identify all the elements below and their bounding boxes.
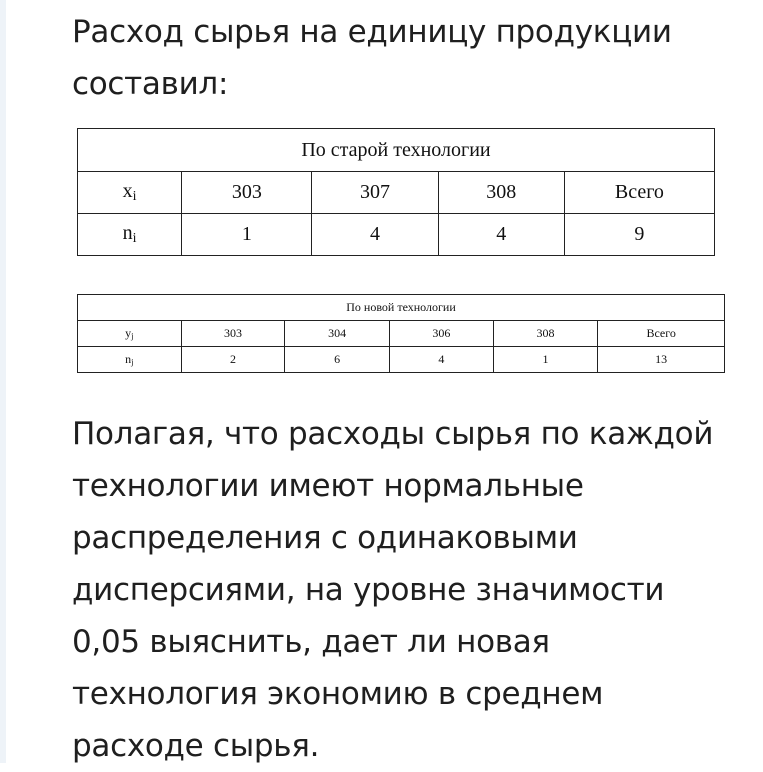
table-cell: 9: [564, 214, 714, 256]
table-cell: Всего: [564, 172, 714, 214]
row-label-x: xi: [78, 172, 182, 214]
problem-line: технологии имеют нормальные: [72, 468, 584, 504]
problem-line: расходе сырья.: [72, 728, 320, 764]
table-cell: 1: [493, 347, 598, 373]
table-cell: 2: [181, 347, 285, 373]
table-cell: 308: [438, 172, 564, 214]
problem-line: Полагая, что расходы сырья по каждой: [72, 416, 714, 452]
left-accent-bar: [0, 0, 6, 763]
old-technology-table: [77, 128, 715, 256]
problem-text: [72, 408, 732, 772]
table-row: [78, 321, 725, 347]
table-cell: 304: [285, 321, 390, 347]
table-cell: 306: [389, 321, 493, 347]
old-table-title: По старой технологии: [78, 129, 715, 172]
intro-line: Расход сырья на единицу продукции: [72, 14, 672, 50]
table-cell: 4: [312, 214, 438, 256]
intro-text: [72, 6, 732, 110]
table-row: [78, 214, 715, 256]
row-label-n: ni: [78, 214, 182, 256]
problem-line: распределения с одинаковыми: [72, 520, 578, 556]
intro-line: составил:: [72, 66, 229, 102]
row-label-y: yj: [78, 321, 182, 347]
table-row: [78, 347, 725, 373]
table-cell: 308: [493, 321, 598, 347]
new-table-title: По новой технологии: [78, 295, 725, 321]
problem-line: дисперсиями, на уровне значимости: [72, 572, 665, 608]
table-cell: 6: [285, 347, 390, 373]
table-cell: 307: [312, 172, 438, 214]
table-cell: Всего: [598, 321, 725, 347]
table-row: [78, 172, 715, 214]
table-cell: 1: [182, 214, 312, 256]
table-cell: 13: [598, 347, 725, 373]
table-cell: 303: [182, 172, 312, 214]
table-cell: 303: [181, 321, 285, 347]
table-cell: 4: [389, 347, 493, 373]
row-label-n: nj: [78, 347, 182, 373]
problem-line: технология экономию в среднем: [72, 676, 604, 712]
problem-line: 0,05 выяснить, дает ли новая: [72, 624, 550, 660]
new-technology-table: [77, 294, 725, 373]
table-cell: 4: [438, 214, 564, 256]
